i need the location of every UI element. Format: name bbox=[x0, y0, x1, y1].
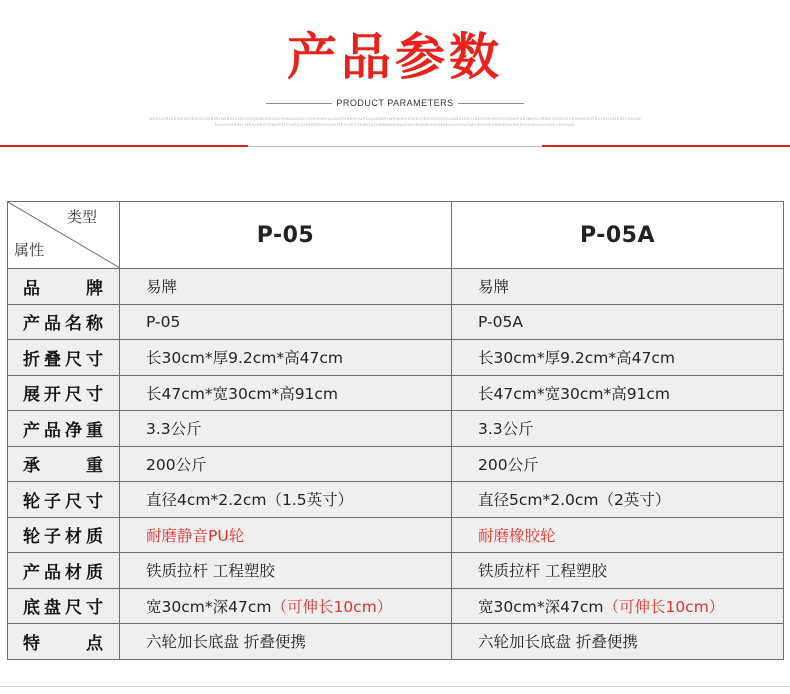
spec-value-p05a bbox=[452, 269, 784, 305]
spec-value-p05 bbox=[120, 588, 452, 624]
spec-label: 产品名称 bbox=[8, 304, 120, 340]
spec-value-p05a bbox=[452, 304, 784, 340]
spec-value-p05a bbox=[452, 624, 784, 660]
spec-label: 折叠尺寸 bbox=[8, 340, 120, 376]
spec-label: 产品净重 bbox=[8, 411, 120, 447]
spec-value-p05a bbox=[452, 517, 784, 553]
spec-value-text: 200公斤 bbox=[478, 455, 539, 474]
table-row bbox=[8, 482, 784, 518]
subtitle-row bbox=[0, 96, 790, 112]
spec-value-text: 宽30cm*深47cm bbox=[478, 597, 604, 616]
spec-value-note: （可伸长10cm） bbox=[271, 597, 393, 616]
table-row bbox=[8, 588, 784, 624]
spec-value-p05a bbox=[452, 446, 784, 482]
spec-label: 轮子材质 bbox=[8, 517, 120, 553]
spec-value-text: 长30cm*厚9.2cm*高47cm bbox=[146, 349, 343, 368]
spec-value-text: 宽30cm*深47cm bbox=[146, 597, 272, 616]
spec-value-p05a bbox=[452, 375, 784, 411]
spec-label: 展开尺寸 bbox=[8, 375, 120, 411]
spec-value-text: 3.3公斤 bbox=[478, 420, 534, 439]
spec-value-text: P-05A bbox=[478, 312, 523, 331]
spec-value-text: P-05 bbox=[146, 312, 181, 331]
spec-value-p05 bbox=[120, 446, 452, 482]
spec-value-p05a bbox=[452, 411, 784, 447]
spec-label: 承重 bbox=[8, 446, 120, 482]
spec-value-text: 铁质拉杆 工程塑胶 bbox=[146, 562, 275, 581]
spec-value-p05 bbox=[120, 411, 452, 447]
table-row bbox=[8, 269, 784, 305]
spec-table bbox=[7, 201, 784, 660]
table-row bbox=[8, 375, 784, 411]
spec-value-p05 bbox=[120, 482, 452, 518]
table-row bbox=[8, 304, 784, 340]
spec-label: 品牌 bbox=[8, 269, 120, 305]
model-header-p05a: P-05A bbox=[452, 202, 784, 269]
table-row bbox=[8, 340, 784, 376]
spec-value-p05 bbox=[120, 624, 452, 660]
spec-value-text: 六轮加长底盘 折叠便携 bbox=[478, 633, 638, 652]
spec-value-text: 易牌 bbox=[478, 278, 510, 297]
spec-value-p05 bbox=[120, 517, 452, 553]
spec-value-text: 耐磨静音PU轮 bbox=[146, 526, 245, 545]
spec-value-p05a bbox=[452, 553, 784, 589]
header-accent-right bbox=[542, 145, 790, 147]
spec-label: 特点 bbox=[8, 624, 120, 660]
spec-label: 轮子尺寸 bbox=[8, 482, 120, 518]
subtitle-rule-right bbox=[458, 103, 524, 104]
table-row bbox=[8, 624, 784, 660]
spec-value-text: 耐磨橡胶轮 bbox=[478, 526, 556, 545]
corner-attr-label: 属性 bbox=[14, 241, 45, 259]
spec-value-text: 直径4cm*2.2cm（1.5英寸） bbox=[146, 491, 354, 510]
spec-value-p05a bbox=[452, 340, 784, 376]
spec-label: 底盘尺寸 bbox=[8, 588, 120, 624]
spec-value-p05a bbox=[452, 482, 784, 518]
table-row bbox=[8, 446, 784, 482]
spec-value-text: 200公斤 bbox=[146, 455, 207, 474]
corner-type-label: 类型 bbox=[66, 208, 97, 226]
table-row bbox=[8, 411, 784, 447]
spec-value-text: 直径5cm*2.0cm（2英寸） bbox=[478, 491, 671, 510]
spec-value-p05 bbox=[120, 269, 452, 305]
page-subtitle: PRODUCT PARAMETERS bbox=[336, 98, 454, 108]
model-header-p05: P-05 bbox=[120, 202, 452, 269]
spec-value-note: （可伸长10cm） bbox=[603, 597, 725, 616]
spec-label: 产品材质 bbox=[8, 553, 120, 589]
table-corner-cell bbox=[8, 202, 120, 269]
spec-value-p05 bbox=[120, 553, 452, 589]
header-accent-left bbox=[0, 145, 248, 147]
footer-divider bbox=[0, 686, 790, 687]
spec-value-text: 长47cm*宽30cm*高91cm bbox=[478, 384, 671, 403]
spec-value-p05a bbox=[452, 588, 784, 624]
table-row bbox=[8, 553, 784, 589]
table-header-row bbox=[8, 202, 784, 269]
spec-value-text: 长30cm*厚9.2cm*高47cm bbox=[478, 349, 675, 368]
spec-value-text: 3.3公斤 bbox=[146, 420, 202, 439]
spec-value-text: 长47cm*宽30cm*高91cm bbox=[146, 384, 339, 403]
spec-value-p05 bbox=[120, 340, 452, 376]
table-row bbox=[8, 517, 784, 553]
spec-value-p05 bbox=[120, 375, 452, 411]
spec-value-text: 易牌 bbox=[146, 278, 178, 297]
spec-value-text: 铁质拉杆 工程塑胶 bbox=[478, 562, 607, 581]
decorative-text-line-2: NODIUNRSICNRVUIEOIVNVSTIVIUSODNSORDOIDVRTIEVUEVSEMOIUVRBMDNRVIOIDVRSMEVIONIRDIUOIDVOMVRSIUEOBEIDNVNSSOOIROUVONSVEIOUIE bbox=[214, 122, 576, 127]
spec-value-text: 六轮加长底盘 折叠便携 bbox=[146, 633, 306, 652]
spec-value-p05 bbox=[120, 304, 452, 340]
page-title: 产品参数 bbox=[287, 28, 503, 86]
decorative-text-line-1: NSDIUIRIDENSIRCENIUONSIROWSINVUEISEQDMIONVEERNSUIRDIVIOVSINVUIOURNSNVIIUPOUDEMRIWRNINVSNIEVIRDVUSVOUIUNSISEVIRDOVEIROVONSVPSEIMOVORBDVDOVOVENIRDEVISVIROUNSIRTOUVN bbox=[148, 116, 642, 121]
